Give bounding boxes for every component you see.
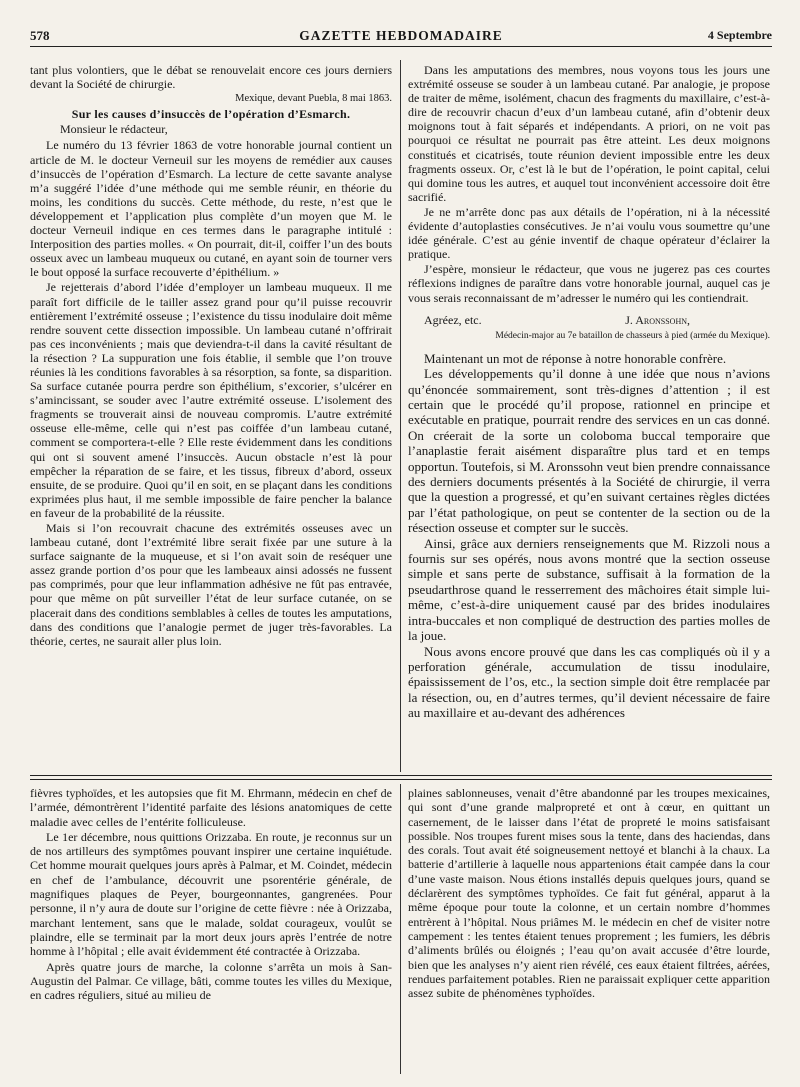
editor-response: [408, 351, 770, 721]
issue-date: 4 Septembre: [707, 28, 772, 42]
letter-closing: Agréez, etc.: [424, 312, 482, 327]
left-column: [30, 63, 392, 649]
feuilleton-paragraph: plaines sablonneuses, venait d’être abandonné par les troupes mexicaines, qui sont d’une grande malpropreté et ont à cœur, en quittant un casernement, de le laisser dans l’état de propreté le moins satisfaisant possible. Nos troupes furent mises sous la tente, dans des haciendas, dans des corals. Tout avait été soigneusement nettoyé et blanchi à la chaux. La batterie d’artillerie à laquelle nous appartenions était campée dans la cour d’une vaste maison. Nous étions installés depuis quelques jours, quand se déclarèrent des symptômes typhoïdes. Ce fait fut général, apparut à la même époque pour toute la colonne, et un certain nombre d’hommes entrèrent à l’hôpital. Nous priâmes M. le médecin en chef de visiter notre campement : les tentes étaient tenues proprement ; les fumiers, les débris d’aliments brûlés ou éloignés ; l’eau qu’on avait accusée d’être lourde, bien que les analyses n’y aient rien révélé, ces eaux étaient filtrées, aérées, rendues parfaitement potables. Rien ne paraissait expliquer cette apparition assez subite de phénomènes typhoïdes.: [408, 786, 770, 1001]
intro-text: tant plus volontiers, que le débat se renouvelait encore ces jours derniers devant la Société de chirurgie.: [30, 63, 392, 92]
right-column: [408, 63, 770, 721]
letter-paragraph: J’espère, monsieur le rédacteur, que vous ne jugerez pas ces courtes réflexions indignes de paraître dans votre honorable journal, auquel cas je vous serais reconnaissant de m’adresser le numéro qui les contiendrait.: [408, 262, 770, 305]
column-divider: [400, 60, 401, 772]
journal-title: GAZETTE HEBDOMADAIRE: [299, 28, 503, 43]
response-paragraph: Maintenant un mot de réponse à notre honorable confrère.: [424, 350, 727, 366]
feuilleton-paragraph: Le 1er décembre, nous quittions Orizzaba. En route, je reconnus sur un de nos artilleurs des symptômes pouvant inspirer une certaine inquiétude. Cet homme mourait quelques jours après à Palmar, et M. Coindet, médecin en chef de l’ambulance, découvrit une psorentérie générale, de magnifiques plaques de Peyer, bourgeonnantes, gangrenées. Pour personne, il n’y aura de doute sur l’origine de cette fièvre : née à Orizzaba, marchant lentement, sans que le malade, soldat courageux, voulût se plaindre, elle se terminait par la mort deux jours après l’entrée de notre homme à l’hôpital ; elle avait évidemment été contractée à Orizzaba.: [30, 829, 392, 959]
lower-left-column: [30, 786, 392, 1003]
page-number: 578: [30, 28, 50, 43]
response-paragraph: Les développements qu’il donne à une idée que nous n’avions qu’énoncée sommairement, sont très-dignes d’attention ; il est certain que le procédé qu’il propose, rationnel en principe et exécutable en pratique, pourrait rendre des services en un cas donné. On créerait de la sorte un coloboma buccal temporaire que l’anaplastie ferait aisément disparaître plus tard et en temps opportun. Toutefois, si M. Aronssohn veut bien prendre connaissance des derniers documents présentés à la Société de chirurgie, il verra que la question a progressé, et qu’en suivant certaines règles dictées par l’état pathologique, on peut se contenter de la section ou de la résection osseuse et compter sur le succès.: [408, 366, 770, 536]
header-rule: [30, 46, 772, 47]
letter-salutation: Monsieur le rédacteur,: [60, 122, 168, 137]
response-paragraph: Ainsi, grâce aux derniers renseignements que M. Rizzoli nous a fournis sur ses opérés, nous avons montré que la section osseuse simple et sans perte de substance, suffisait à la formation de la pseudarthrose quand le resserrement des mâchoires était simple lui-même, c’est-à-dire uniquement causé par des brides inodulaires intra-buccales et non compliqué de destruction des parties molles de la joue.: [408, 535, 770, 644]
letter-paragraph: Je rejetterais d’abord l’idée d’employer un lambeau muqueux. Il me paraît fort difficile de le tailler assez grand pour qu’il puisse recouvrir entièrement l’extrémité osseuse ; l’existence du tissu inodulaire doit même rendre souvent cette dissection impossible. Un lambeau cutané n’offrirait pas ces inconvénients ; mais que deviendra-t-il dans la cavité résultant de la résection ? La suppuration une fois établie, il semble que l’on trouve réunies là les conditions favorables à sa résorption, sa fonte, sa disparition. Sa surface cutanée pourra perdre son épithélium, s’excorier, s’ulcérer en s’amincissant, se souder avec l’autre extrémité osseuse. L’isolement des fragments se trouverait ainsi de nouveau compromis. L’autre extrémité osseuse elle-même, celle qui n’est pas coiffée d’un lambeau cutané, comment se comportera-t-elle ? Elle reste évidemment dans les conditions qui ont si souvent amené l’insuccès. Aucun obstacle n’est là pour empêcher la réparation de se faire, et les tissus, fibreux d’abord, osseux ensuite, de se produire. Quoi qu’il en soit, en se plaçant dans les conditions exprimées plus haut, il me semble impossible de faire pencher la balance en faveur de la probabilité de la réussite.: [30, 280, 392, 520]
page-header: [30, 26, 772, 46]
letter-place-date: Mexique, devant Puebla, 8 mai 1863.: [235, 93, 392, 105]
letter-paragraph: Le numéro du 13 février 1863 de votre honorable journal contient un article de M. le docteur Verneuil sur les moyens de remédier aux causes d’insuccès de l’opération d’Esmarch. La lecture de cette savante analyse m’a suggéré l’idée d’une méthode qui me semble réunir, en théorie du moins, les conditions du succès. Cette méthode, du reste, n’est que le développement et l’application plus complète d’un moyen que M. le docteur Verneuil indique en ces termes dans le paragraphe intitulé : Interposition des parties molles. « On pourrait, dit-il, coiffer l’un des bouts osseux avec un lambeau muqueux ou cutané, en ayant soin de tourner vers le bout opposé la surface recouverte d’épithélium. »: [30, 138, 392, 280]
lower-right-column: [408, 786, 770, 1001]
section-divider-bottom: [30, 779, 772, 780]
section-divider-top: [30, 775, 772, 776]
letter-paragraph: Je ne m’arrête donc pas aux détails de l’opération, ni à la nécessité évidente d’autoplasties consécutives. Je n’ai voulu vous soumettre qu’une idée générale. C’est au génie inventif de chaque opérateur d’éclairer la pratique.: [408, 204, 770, 262]
signature-line: [408, 313, 770, 327]
signer-rank: Médecin-major au 7e bataillon de chasseurs à pied (armée du Mexique).: [495, 330, 770, 341]
feuilleton-paragraph: fièvres typhoïdes, et les autopsies que fit M. Ehrmann, médecin en chef de l’armée, démontrèrent l’identité parfaite des lésions anatomiques de cette maladie avec celles de l’entérite folliculeuse.: [30, 786, 392, 829]
feuilleton-paragraph: Après quatre jours de marche, la colonne s’arrêta un mois à San-Augustin del Palmar. Ce village, bâti, comme toutes les villes du Mexique, en cadres réguliers, situé au milieu de: [30, 959, 392, 1003]
letter-paragraph: Mais si l’on recouvrait chacune des extrémités osseuses avec un lambeau cutané, dont l’extrémité libre serait fixée par une suture à la surface saignante de la muqueuse, et si l’on avait soin de reséquer une assez grande portion d’os pour que les lambeaux ainsi adossés ne fussent pas comprimés, pour que leur inflammation adhésive ne fût pas entravée, pour que même on pût surveiller l’état de leur surface cutanée, on se placerait dans des conditions semblables à celles de toutes les amputations, dans des conditions que l’analogie permet de juger très-favorables. La théorie, certes, ne saurait aller plus loin.: [30, 521, 392, 648]
response-paragraph: Nous avons encore prouvé que dans les cas compliqués où il y a perforation générale, accumulation de tissu inodulaire, épaississement de l’os, etc., la section simple doit être remplacée par la résection, ou, en d’autres termes, qu’il devient nécessaire de faire au maxillaire et au-devant des adhérences: [408, 643, 770, 721]
lower-column-divider: [400, 784, 401, 1074]
letter-heading: Sur les causes d’insuccès de l’opération d’Esmarch.: [71, 107, 351, 122]
letter-signature: J. Aronssohn,: [625, 312, 690, 327]
letter-paragraph: Dans les amputations des membres, nous voyons tous les jours une extrémité osseuse se souder à un lambeau cutané. Par analogie, je propose de traiter de même, isolément, chacun des fragments du maxillaire, c’est-à-dire de recouvrir chacun d’eux d’un lambeau cutané, afin d’obtenir deux moignons tout à fait séparés et indépendants. A priori, on ne voit pas pourquoi ce résultat ne pourrait pas être atteint. Les deux moignons constitués et cicatrisés, toute réunion devient impossible entre les deux fragments osseux. Or, c’est là le but de l’opération, le point capital, celui qui domine tous les autres, et auquel tout inconvénient accessoire doit être sacrifié.: [408, 63, 770, 204]
